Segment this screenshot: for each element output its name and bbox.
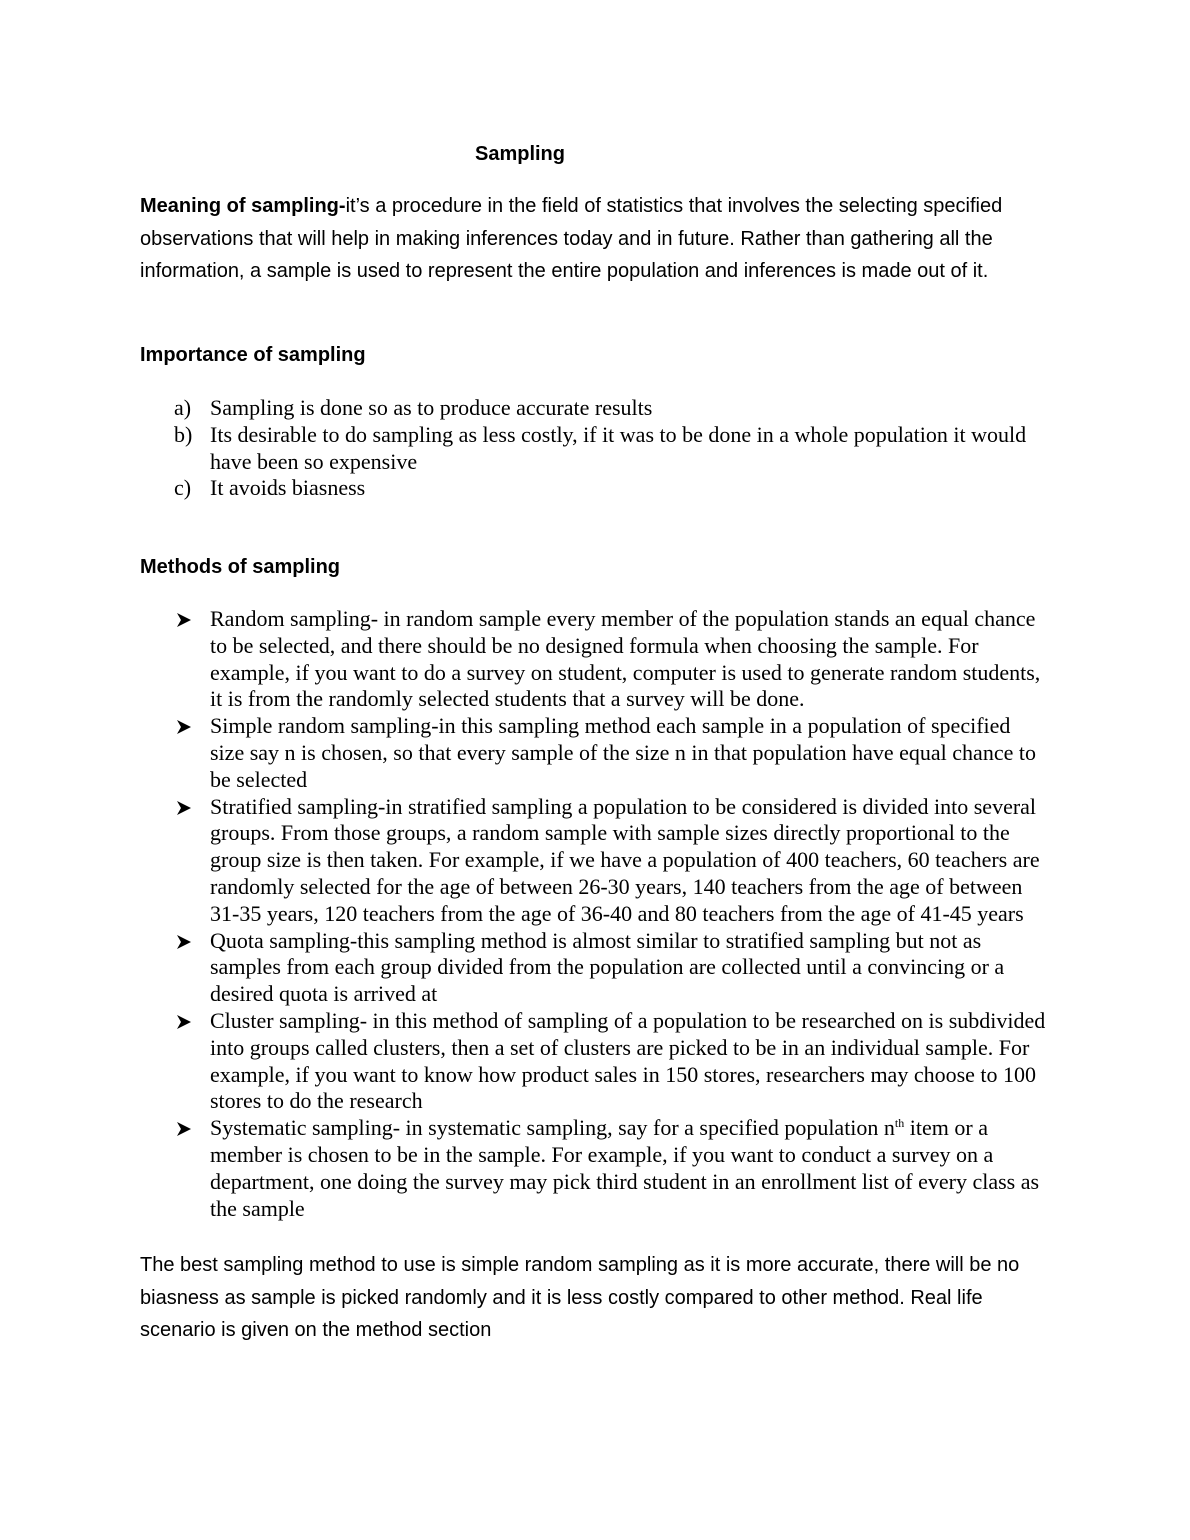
arrowhead-bullet-icon [176,1121,192,1137]
list-item [0,422,1100,476]
importance-list [0,395,1100,502]
list-item [0,475,1100,502]
meaning-text: it’s a procedure in the field of statistics that involves the selecting specified observations that will help in making inferences today and in future. Rather than gathering all the information, a sample is used to represent the entire population and inferences is made out of it. [140,195,1003,283]
list-item-text: Random sampling- in random sample every member of the population stands an equal chance to be selected, and there should be no designed formula when choosing the sample. For example, if you want to do a survey on student, computer is used to generate random students, it is from the randomly selected students that a survey will be done. [210,606,1041,712]
arrowhead-bullet-icon [176,612,192,628]
meaning-paragraph [140,190,1020,288]
conclusion-paragraph: The best sampling method to use is simple random sampling as it is more accurate, there will be no biasness as sample is picked randomly and it is less costly compared to other method. Real life scenario is given on the method section [140,1254,1020,1342]
arrowhead-bullet-icon [176,719,192,735]
list-item [0,794,1100,928]
list-item-text: Its desirable to do sampling as less costly, if it was to be done in a whole population it would have been so expensive [210,421,1027,474]
list-item-text: Quota sampling-this sampling method is almost similar to stratified sampling but not as samples from each group divided from the population are collected until a convincing or a desired quota is arrived at [210,927,1005,1007]
systematic-text-after: item or a member is chosen to be in the sample. For example, if you want to conduct a survey on a department, one doing the survey may pick third student in an enrollment list of every class as the sample [210,1115,1040,1221]
ordinal-superscript: th [894,1116,905,1131]
list-item-text: Stratified sampling-in stratified sampling a population to be considered is divided into several groups. From those groups, a random sample with sample sizes directly proportional to the group size is then taken. For example, if we have a population of 400 teachers, 60 teachers are randomly selected for the age of between 26-30 years, 140 teachers from the age of between 31-35 years, 120 teachers from the age of 36-40 and 80 teachers from the age of 41-45 years [210,793,1040,926]
list-item-text: Sampling is done so as to produce accurate results [210,395,653,420]
list-item [0,1008,1100,1115]
list-marker: c) [174,475,192,501]
methods-heading: Methods of sampling [140,556,340,578]
systematic-text-before: Systematic sampling- in systematic sampling, say for a specified population n [210,1115,895,1141]
importance-heading: Importance of sampling [140,344,366,366]
methods-list [0,606,1100,1222]
arrowhead-bullet-icon [176,1014,192,1030]
arrowhead-bullet-icon [176,800,192,816]
list-item-text: It avoids biasness [210,475,366,501]
list-item-text: Simple random sampling-in this sampling method each sample in a population of specified size say n is chosen, so that every sample of the size n in that population have equal chance to be selected [210,713,1036,792]
meaning-label: Meaning of sampling- [140,195,346,217]
list-item [0,606,1100,713]
list-item-text [210,1115,1050,1222]
list-item-text: Cluster sampling- in this method of sampling of a population to be researched on is subdivided into groups called clusters, then a set of clusters are picked to be in an individual sample. For example, if you want to know how product sales in 150 stores, researchers may choose to 100 stores to do the research [210,1007,1046,1114]
list-item [0,928,1100,1008]
list-item [0,395,1100,422]
arrowhead-bullet-icon [176,934,192,950]
list-item [0,713,1100,793]
list-marker: b) [174,421,193,447]
list-marker: a) [174,395,192,420]
page-title: Sampling [474,143,565,165]
list-item [0,1115,1100,1222]
